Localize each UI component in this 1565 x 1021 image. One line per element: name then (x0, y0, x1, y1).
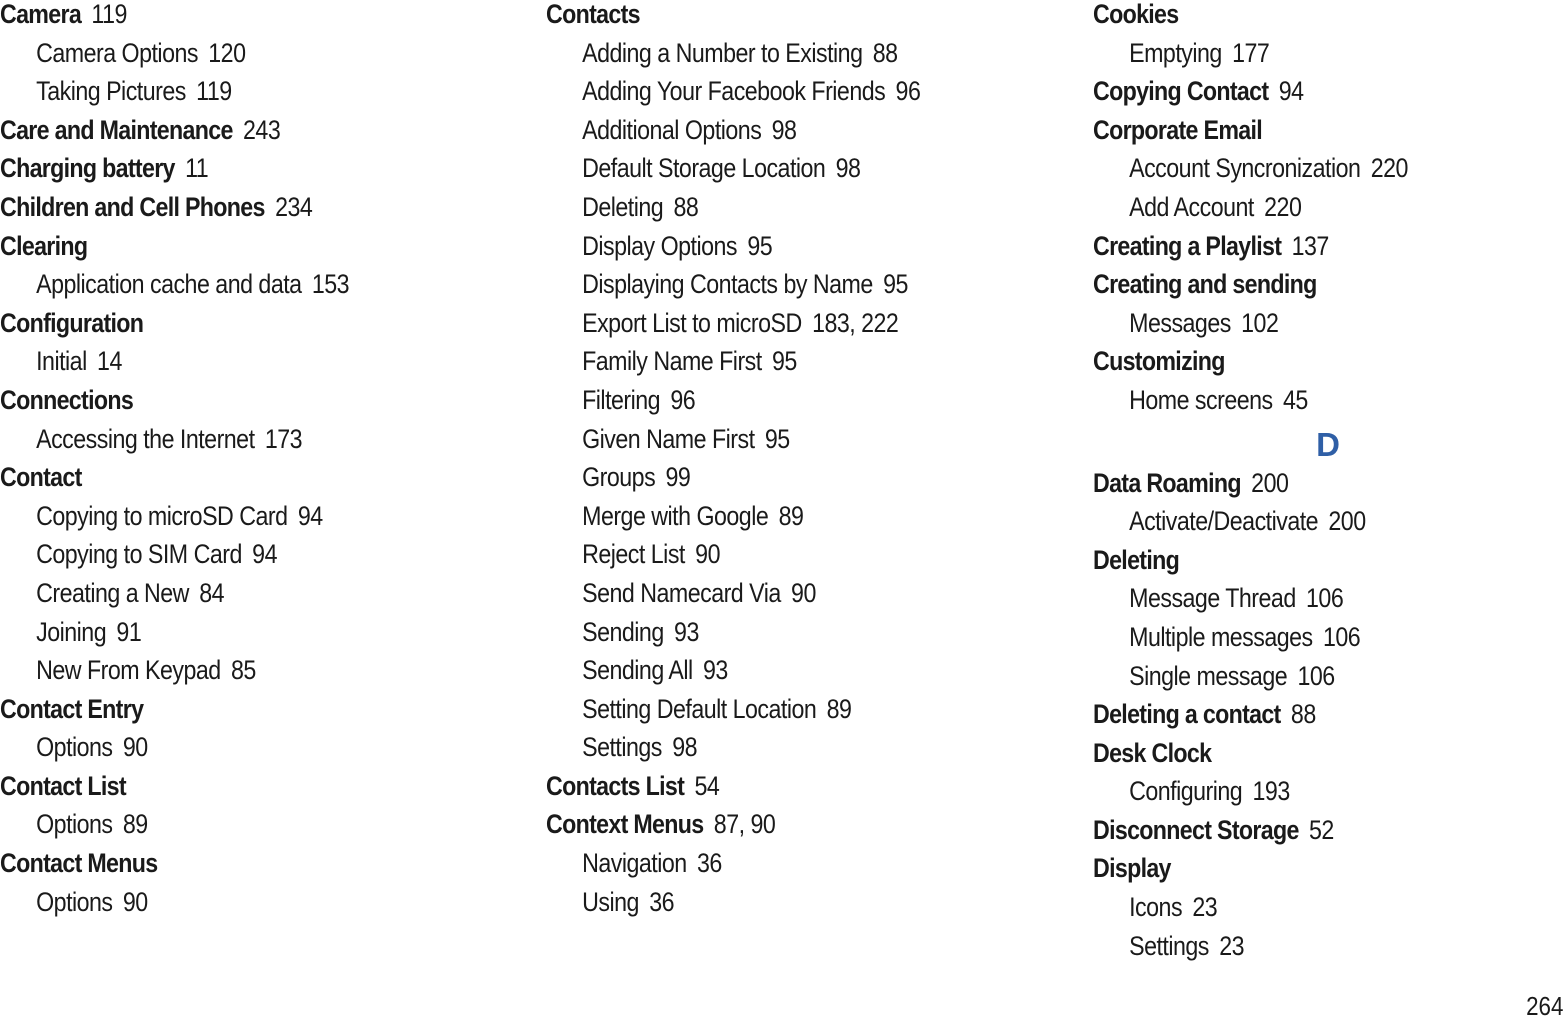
index-term: Display (1093, 853, 1171, 884)
index-page-ref: 119 (196, 76, 232, 107)
index-sub-entry (546, 540, 1010, 579)
index-page-ref: 23 (1219, 930, 1245, 961)
index-sub-entry (1093, 309, 1489, 348)
index-term: Disconnect Storage (1093, 814, 1299, 845)
index-sub-entry (546, 232, 1010, 271)
index-term: Creating a New (36, 577, 189, 608)
index-sub-entry (1093, 154, 1489, 193)
index-page-ref: 54 (694, 770, 720, 801)
index-main-entry (546, 810, 1010, 849)
index-sub-entry (1093, 39, 1489, 78)
index-main-entry (1093, 232, 1489, 271)
index-term: Adding a Number to Existing (582, 37, 863, 68)
index-sub-entry (1093, 507, 1489, 546)
index-page-ref: 95 (747, 230, 773, 261)
index-main-entry (1093, 270, 1489, 309)
index-term: Contact (0, 462, 82, 493)
index-page-ref: 99 (665, 462, 691, 493)
index-letter-heading: D (1316, 425, 1340, 463)
index-main-entry (1093, 469, 1489, 508)
index-term: Options (36, 732, 113, 763)
index-page-ref: 173 (264, 423, 303, 454)
index-page-ref: 45 (1282, 384, 1308, 415)
index-page-ref: 84 (199, 577, 225, 608)
index-page-ref: 193 (1252, 776, 1290, 807)
index-page-ref: 95 (764, 423, 790, 454)
index-page-ref: 89 (778, 500, 804, 531)
index-term: Children and Cell Phones (0, 191, 265, 222)
index-term: Add Account (1129, 191, 1254, 222)
page-number: 264 (1525, 991, 1563, 1021)
index-page-ref: 102 (1241, 307, 1279, 338)
index-sub-entry (0, 888, 464, 927)
index-term: Merge with Google (582, 500, 769, 531)
index-page-ref: 90 (122, 732, 148, 763)
index-sub-entry (546, 502, 1010, 541)
index-sub-entry (546, 77, 1010, 116)
index-page-ref: 137 (1291, 230, 1329, 261)
index-term: Reject List (582, 539, 685, 570)
index-main-entry (546, 772, 1010, 811)
index-main-entry (0, 695, 464, 734)
index-main-entry (0, 232, 464, 271)
index-page-ref: 98 (835, 153, 861, 184)
index-term: Configuring (1129, 776, 1243, 807)
index-term: Desk Clock (1093, 737, 1212, 768)
index-term: Account Syncronization (1129, 153, 1361, 184)
index-term: Context Menus (546, 809, 704, 840)
index-sub-entry (0, 77, 464, 116)
index-term: Joining (36, 616, 107, 647)
index-page-ref: 234 (275, 191, 313, 222)
index-main-entry (0, 463, 464, 502)
index-term: Creating and sending (1093, 269, 1317, 300)
index-term: Deleting (1093, 544, 1180, 575)
index-page-ref: 23 (1192, 892, 1218, 923)
index-term: Clearing (0, 230, 88, 261)
index-sub-entry (0, 502, 464, 541)
index-term: Activate/Deactivate (1129, 506, 1319, 537)
index-term: Export List to microSD (582, 307, 802, 338)
index-page-ref: 96 (895, 76, 921, 107)
index-term: Configuration (0, 307, 144, 338)
index-main-entry (1093, 816, 1489, 855)
index-sub-entry (546, 154, 1010, 193)
index-main-entry (0, 849, 464, 888)
index-term: Contact Menus (0, 848, 158, 879)
index-term: Cookies (1093, 0, 1179, 29)
index-page-ref: 93 (674, 616, 699, 647)
index-sub-entry (0, 810, 464, 849)
index-sub-entry (546, 425, 1010, 464)
index-page-ref: 220 (1370, 153, 1408, 184)
index-term: Adding Your Facebook Friends (582, 76, 886, 107)
index-page-ref: 93 (702, 655, 728, 686)
index-term: Sending All (582, 655, 693, 686)
index-main-entry (1093, 700, 1489, 739)
index-term: Settings (1129, 930, 1209, 961)
index-sub-entry (546, 386, 1010, 425)
index-column-1 (0, 0, 540, 926)
index-sub-entry (0, 540, 464, 579)
index-term: Corporate Email (1093, 114, 1263, 145)
index-page-ref: 90 (122, 886, 148, 917)
index-sub-entry (546, 888, 1010, 927)
index-sub-entry (0, 39, 464, 78)
index-sub-entry (1093, 893, 1489, 932)
index-term: Copying to microSD Card (36, 500, 288, 531)
index-term: Contacts List (546, 770, 685, 801)
index-sub-entry (0, 579, 464, 618)
index-page-ref: 95 (772, 346, 797, 377)
index-page-ref: 243 (243, 114, 281, 145)
index-term: Given Name First (582, 423, 755, 454)
index-sub-entry (0, 618, 464, 657)
index-sub-entry (546, 309, 1010, 348)
index-term: Settings (582, 732, 662, 763)
index-term: Options (36, 809, 113, 840)
index-term: Home screens (1129, 384, 1273, 415)
index-term: Accessing the Internet (36, 423, 255, 454)
index-term: Single message (1129, 660, 1288, 691)
index-term: Connections (0, 384, 134, 415)
index-page-ref: 94 (1278, 76, 1304, 107)
index-sub-entry (546, 579, 1010, 618)
index-term: New From Keypad (36, 655, 221, 686)
index-term: Application cache and data (36, 269, 302, 300)
index-page-ref: 88 (872, 37, 898, 68)
index-sub-entry (0, 347, 464, 386)
index-sub-entry (546, 849, 1010, 888)
index-page-ref: 88 (1290, 699, 1316, 730)
index-term: Camera (0, 0, 82, 29)
index-column-2 (546, 0, 1086, 926)
index-page-ref: 89 (122, 809, 148, 840)
index-term: Default Storage Location (582, 153, 826, 184)
index-term: Icons (1129, 892, 1183, 923)
index-page-ref: 94 (297, 500, 323, 531)
index-term: Send Namecard Via (582, 577, 781, 608)
index-term: Family Name First (582, 346, 762, 377)
index-term: Camera Options (36, 37, 198, 68)
index-main-entry (1093, 347, 1489, 386)
index-term: Messages (1129, 307, 1231, 338)
index-page-ref: 94 (252, 539, 277, 570)
index-term: Additional Options (582, 114, 762, 145)
index-term: Using (582, 886, 639, 917)
index-main-entry (0, 386, 464, 425)
index-page-ref: 90 (695, 539, 720, 570)
index-term: Taking Pictures (36, 76, 186, 107)
index-page-ref: 200 (1328, 506, 1366, 537)
index-page-ref: 52 (1309, 814, 1334, 845)
index-column-3 (1093, 0, 1553, 970)
index-term: Initial (36, 346, 87, 377)
index-main-entry (1093, 0, 1489, 39)
index-page-ref: 90 (791, 577, 816, 608)
index-term: Navigation (582, 848, 687, 879)
index-page-ref: 119 (91, 0, 127, 29)
index-term: Display Options (582, 230, 738, 261)
index-term: Data Roaming (1093, 467, 1241, 498)
index-term: Displaying Contacts by Name (582, 269, 873, 300)
index-sub-entry (0, 656, 464, 695)
index-page-ref: 85 (230, 655, 256, 686)
index-page-ref: 177 (1232, 37, 1270, 68)
index-term: Contacts (546, 0, 640, 29)
index-main-entry (0, 116, 464, 155)
index-term: Setting Default Location (582, 693, 817, 724)
index-term: Care and Maintenance (0, 114, 233, 145)
index-main-entry (1093, 116, 1489, 155)
index-sub-entry (0, 425, 464, 464)
index-page-ref: 89 (826, 693, 852, 724)
index-term: Copying to SIM Card (36, 539, 242, 570)
index-sub-entry (1093, 662, 1489, 701)
index-main-entry (1093, 739, 1489, 778)
index-sub-entry (546, 270, 1010, 309)
index-sub-entry (1093, 777, 1489, 816)
index-sub-entry (1093, 623, 1489, 662)
index-main-entry (0, 193, 464, 232)
index-term: Copying Contact (1093, 76, 1269, 107)
index-term: Contact List (0, 770, 126, 801)
index-sub-entry (546, 733, 1010, 772)
index-term: Deleting a contact (1093, 699, 1281, 730)
index-sub-entry (1093, 193, 1489, 232)
index-sub-entry (1093, 386, 1489, 425)
index-term: Charging battery (0, 153, 175, 184)
index-main-entry (0, 0, 464, 39)
index-term: Creating a Playlist (1093, 230, 1282, 261)
index-term: Groups (582, 462, 656, 493)
index-sub-entry (0, 270, 464, 309)
index-sub-entry (1093, 584, 1489, 623)
index-page-ref: 98 (771, 114, 797, 145)
index-main-entry (1093, 546, 1489, 585)
index-term: Customizing (1093, 346, 1225, 377)
index-term: Filtering (582, 384, 661, 415)
index-page-ref: 88 (673, 191, 699, 222)
index-page-ref: 98 (672, 732, 698, 763)
index-sub-entry (546, 347, 1010, 386)
index-sub-entry (546, 463, 1010, 502)
index-sub-entry (1093, 932, 1489, 971)
index-term: Emptying (1129, 37, 1222, 68)
index-page-ref: 200 (1251, 467, 1289, 498)
index-term: Message Thread (1129, 583, 1296, 614)
index-main-entry (0, 772, 464, 811)
index-sub-entry (546, 618, 1010, 657)
index-main-entry (1093, 77, 1489, 116)
index-sub-entry (546, 39, 1010, 78)
index-term: Options (36, 886, 113, 917)
index-term: Deleting (582, 191, 664, 222)
index-sub-entry (546, 116, 1010, 155)
index-page-ref: 95 (883, 269, 908, 300)
index-page-ref: 183, 222 (812, 307, 899, 338)
index-main-entry (546, 0, 1010, 39)
index-term: Contact Entry (0, 693, 144, 724)
index-page-ref: 106 (1322, 621, 1361, 652)
index-page-ref: 106 (1306, 583, 1344, 614)
index-main-entry (0, 154, 464, 193)
index-page-ref: 91 (116, 616, 142, 647)
index-page-ref: 36 (696, 848, 722, 879)
index-page-ref: 96 (670, 384, 696, 415)
index-page-ref: 11 (185, 153, 209, 184)
index-sub-entry (0, 733, 464, 772)
index-page-ref: 106 (1297, 660, 1335, 691)
index-page-ref: 36 (649, 886, 675, 917)
index-page-ref: 120 (208, 37, 246, 68)
index-term: Sending (582, 616, 664, 647)
index-page-ref: 153 (311, 269, 350, 300)
index-term: Multiple messages (1129, 621, 1313, 652)
index-sub-entry (546, 193, 1010, 232)
index-page-ref: 220 (1264, 191, 1302, 222)
index-sub-entry (546, 695, 1010, 734)
index-page-ref: 14 (97, 346, 122, 377)
index-main-entry (1093, 854, 1489, 893)
index-sub-entry (546, 656, 1010, 695)
index-main-entry (0, 309, 464, 348)
index-page-ref: 87, 90 (713, 809, 776, 840)
